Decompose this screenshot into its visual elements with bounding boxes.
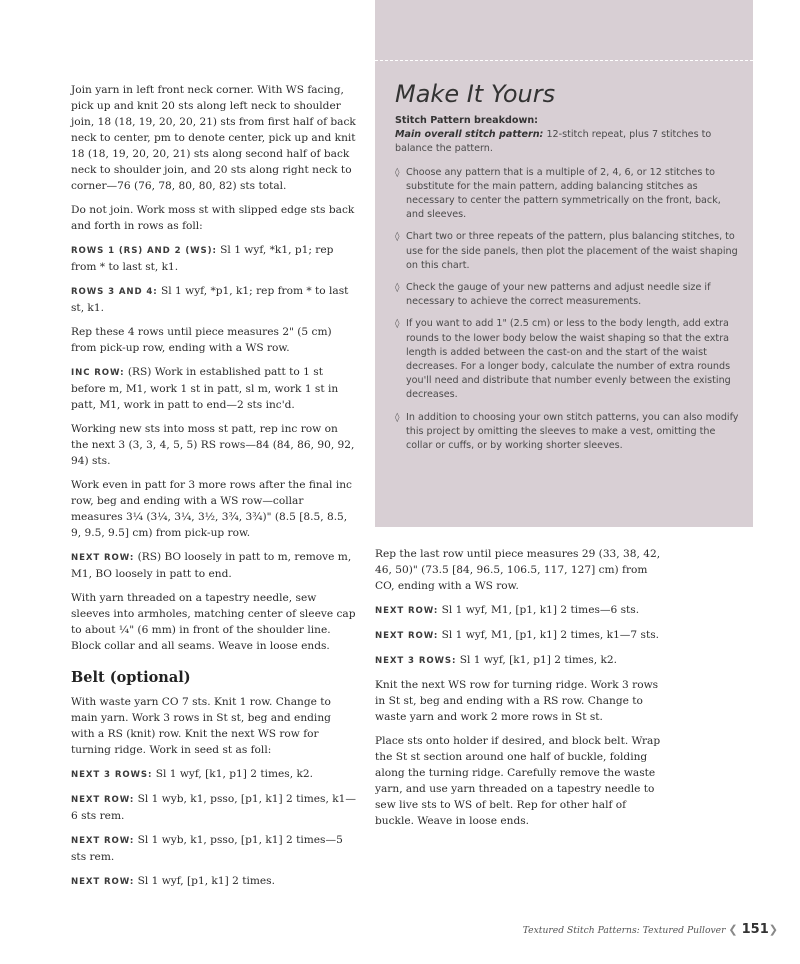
- belt-heading: Belt (optional): [71, 669, 191, 686]
- row-label: NEXT ROW:: [71, 836, 135, 846]
- row-label: NEXT ROW:: [375, 631, 439, 641]
- instruction-next-row: [375, 627, 665, 644]
- instruction-next-3-rows: [71, 766, 357, 783]
- paragraph: Join yarn in left front neck corner. With WS facing, pick up and knit 20 sts along left neck to shoulder join, 18 (18, 19, 20, 20, 21) sts from first half of back neck to center, pm to denote center, pick up and knit 18 (18, 19, 20, 20, 21) sts along second half of back neck to shoulder join, and 20 sts along right neck to corner—76 (76, 78, 80, 80, 82) sts total.: [71, 84, 356, 192]
- instruction-next-3-rows: [375, 652, 665, 669]
- instruction-next-row: [71, 549, 357, 582]
- row-label: NEXT ROW:: [375, 606, 439, 616]
- paragraph: Rep the last row until piece measures 29 (33, 38, 42, 46, 50)" (73.5 [84, 96.5, 106.5, 117, 127] cm) from CO, ending with a WS row.: [375, 548, 661, 592]
- sidebar-title: Make It Yours: [395, 80, 556, 108]
- row-label: NEXT ROW:: [71, 877, 135, 887]
- row-label: NEXT ROW:: [71, 553, 135, 563]
- page-footer: [523, 922, 778, 937]
- row-text: Sl 1 wyf, M1, [p1, k1] 2 times, k1—7 sts.: [438, 629, 660, 641]
- list-item: [395, 317, 741, 402]
- breakdown-block: [395, 114, 741, 157]
- paragraph: With waste yarn CO 7 sts. Knit 1 row. Change to main yarn. Work 3 rows in St st, beg and ending with a RS (knit) row. Knit the next WS row for turning ridge. Work in seed st as foll:: [71, 696, 331, 756]
- list-item-text: Choose any pattern that is a multiple of 2, 4, 6, or 12 stitches to substitute for the main pattern, adding balancing stitches as necessary to center the pattern symmetrically on the front, back, and sleeves.: [406, 166, 721, 221]
- row-label: ROWS 1 (RS) AND 2 (WS):: [71, 246, 217, 256]
- list-item: [395, 166, 741, 223]
- paragraph: Work even in patt for 3 more rows after the final inc row, beg and ending with a WS row—collar measures 3¼ (3¼, 3¼, 3½, 3¾, 3¾)" (8.5 [8.5, 8.5, 9, 9.5, 9.5] cm) from pick-up row.: [71, 479, 352, 539]
- row-text: Sl 1 wyf, [p1, k1] 2 times.: [134, 875, 275, 887]
- sidebar-body: [395, 114, 741, 461]
- make-it-yours-sidebar: [375, 0, 753, 527]
- list-item-text: In addition to choosing your own stitch patterns, you can also modify this project by omitting the sleeves to make a vest, omitting the collar or cuffs, or by working shorter sleeves.: [406, 411, 739, 452]
- row-text: Sl 1 wyf, [k1, p1] 2 times, k2.: [456, 654, 617, 666]
- diamond-bullet-icon: ◊: [395, 167, 400, 178]
- row-text: Sl 1 wyf, *p1, k1; rep from * to last st, k1.: [71, 285, 349, 314]
- instruction-rows-3-4: [71, 283, 357, 316]
- instruction-next-row: [71, 791, 357, 824]
- list-item: [395, 281, 741, 309]
- paragraph: Working new sts into moss st patt, rep inc row on the next 3 (3, 3, 4, 5, 5) RS rows—84 (84, 86, 90, 92, 94) sts.: [71, 423, 355, 467]
- list-item: [395, 411, 741, 454]
- row-text: Sl 1 wyf, *k1, p1; rep from * to last st, k1.: [71, 244, 334, 273]
- paragraph: Do not join. Work moss st with slipped edge sts back and forth in rows as foll:: [71, 204, 355, 232]
- diamond-bullet-icon: ◊: [395, 412, 400, 423]
- row-label: NEXT 3 ROWS:: [375, 656, 457, 666]
- row-label: NEXT ROW:: [71, 795, 135, 805]
- left-bracket-icon: ❮: [728, 923, 738, 936]
- diamond-bullet-icon: ◊: [395, 319, 400, 330]
- row-label: INC ROW:: [71, 368, 125, 378]
- instruction-next-row: [375, 602, 665, 619]
- main-pattern-text: 12-stitch repeat, plus 7 stitches to balance the pattern.: [395, 129, 712, 155]
- tips-list: [395, 166, 741, 454]
- list-item-text: If you want to add 1" (2.5 cm) or less to the body length, add extra rounds to the lower body below the waist shaping so that the extra length is added between the cast-on and the start of the waist decreases. For a longer body, calculate the number of extra rounds you'll need and distribute that number evenly between the existing decreases.: [406, 318, 731, 401]
- left-column: [71, 82, 357, 898]
- instruction-next-row: [71, 873, 357, 890]
- row-text: (RS) BO loosely in patt to m, remove m, M1, BO loosely in patt to end.: [71, 551, 352, 580]
- diamond-bullet-icon: ◊: [395, 232, 400, 243]
- dashed-divider: [375, 60, 753, 61]
- row-label: ROWS 3 AND 4:: [71, 287, 158, 297]
- paragraph: Knit the next WS row for turning ridge. Work 3 rows in St st, beg and ending with a RS row. Change to waste yarn and work 2 more rows in St st.: [375, 679, 659, 723]
- row-text: Sl 1 wyf, [k1, p1] 2 times, k2.: [152, 768, 313, 780]
- running-title: Textured Stitch Patterns: Textured Pullover: [522, 925, 726, 936]
- breakdown-label: Stitch Pattern breakdown:: [395, 115, 539, 126]
- instruction-inc-row: [71, 364, 357, 413]
- right-column: [375, 546, 665, 837]
- instruction-next-row: [71, 832, 357, 865]
- paragraph: With yarn threaded on a tapestry needle, sew sleeves into armholes, matching center of sleeve cap to about ¼" (6 mm) in front of the shoulder line. Block collar and all seams. Weave in loose ends.: [71, 592, 356, 652]
- row-text: Sl 1 wyb, k1, psso, [p1, k1] 2 times—5 sts rem.: [71, 834, 343, 863]
- row-label: NEXT 3 ROWS:: [71, 770, 153, 780]
- list-item-text: Chart two or three repeats of the pattern, plus balancing stitches, to use for the side panels, then plot the placement of the waist shaping on this chart.: [406, 231, 738, 271]
- main-pattern-label: Main overall stitch pattern:: [395, 129, 544, 141]
- right-bracket-icon: ❯: [768, 923, 778, 936]
- paragraph: Rep these 4 rows until piece measures 2" (5 cm) from pick-up row, ending with a WS row.: [71, 326, 332, 354]
- page-number: 151: [741, 922, 769, 937]
- list-item-text: Check the gauge of your new patterns and adjust needle size if necessary to achieve the correct measurements.: [406, 282, 711, 308]
- row-text: Sl 1 wyf, M1, [p1, k1] 2 times—6 sts.: [438, 604, 640, 616]
- diamond-bullet-icon: ◊: [395, 283, 400, 294]
- paragraph: Place sts onto holder if desired, and block belt. Wrap the St st section around one half of buckle, folding along the turning ridge. Carefully remove the waste yarn, and use yarn threaded on a tapestry needle to sew live sts to WS of belt. Rep for other half of buckle. Weave in loose ends.: [375, 735, 661, 827]
- row-text: Sl 1 wyb, k1, psso, [p1, k1] 2 times, k1—6 sts rem.: [71, 793, 356, 822]
- list-item: [395, 230, 741, 273]
- row-text: (RS) Work in established patt to 1 st before m, M1, work 1 st in patt, sl m, work 1 st in patt, M1, work in patt to end—2 sts inc'd.: [71, 366, 339, 411]
- instruction-rows-1-2: [71, 242, 357, 275]
